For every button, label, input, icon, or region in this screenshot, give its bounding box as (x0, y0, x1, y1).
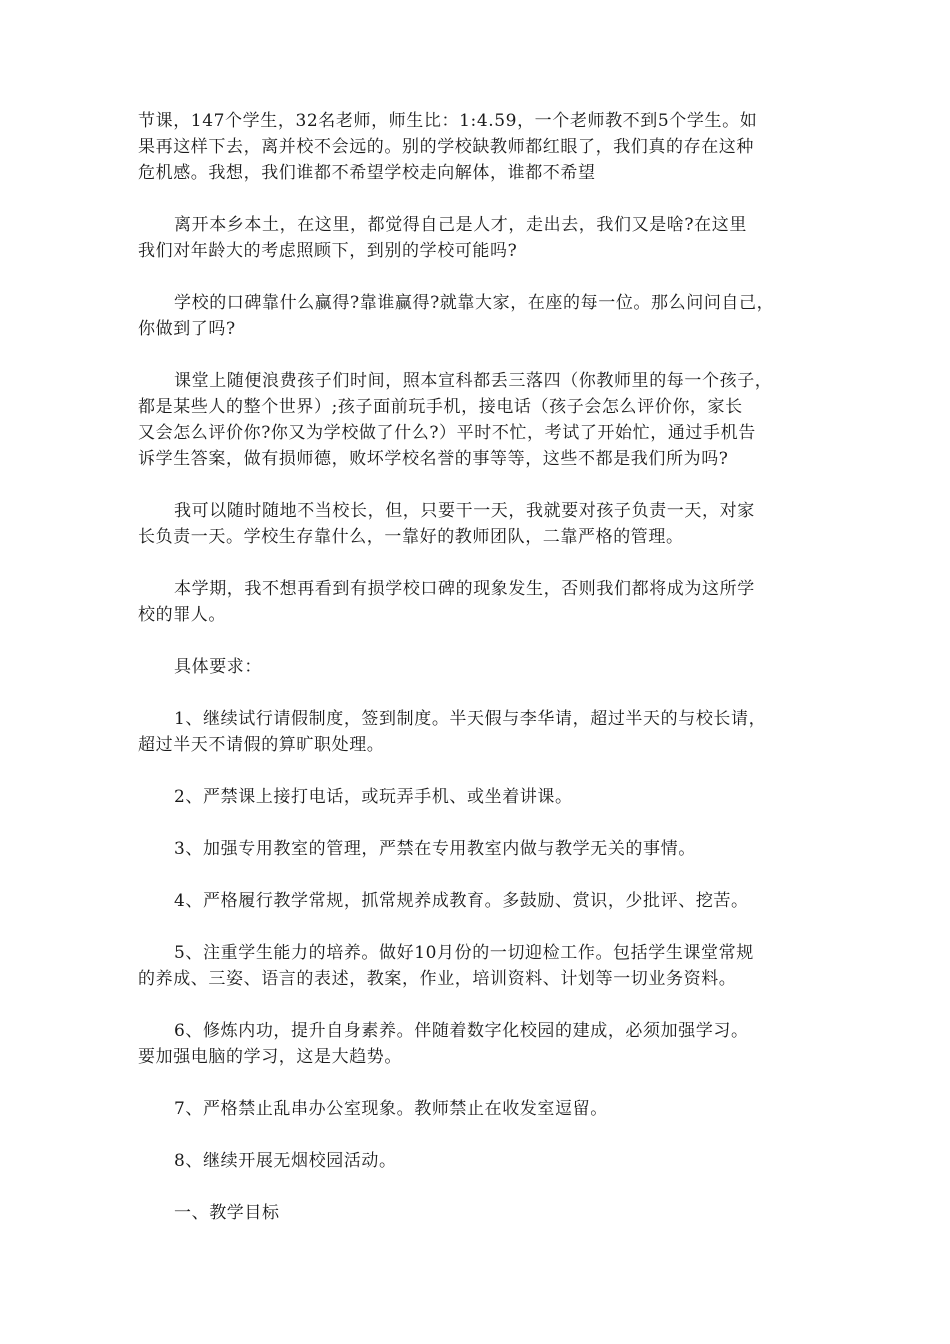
paragraph (138, 368, 814, 472)
paragraph-line: 长负责一天。学校生存靠什么，一靠好的教师团队，二靠严格的管理。 (138, 527, 684, 547)
paragraph-line: 3、加强专用教室的管理，严禁在专用教室内做与教学无关的事情。 (174, 839, 696, 859)
paragraph (138, 1200, 814, 1226)
paragraph-line: 4、严格履行教学常规，抓常规养成教育。多鼓励、赏识，少批评、挖苦。 (174, 891, 749, 911)
paragraph-line: 离开本乡本土，在这里，都觉得自己是人才，走出去，我们又是啥?在这里 (174, 215, 747, 235)
paragraph (138, 784, 814, 810)
paragraph-line: 我们对年龄大的考虑照顾下，到别的学校可能吗? (138, 241, 518, 261)
paragraph-line: 我可以随时随地不当校长，但，只要干一天，我就要对孩子负责一天，对家 (174, 501, 755, 521)
paragraph (138, 706, 814, 758)
paragraph (138, 498, 814, 550)
paragraph (138, 212, 814, 264)
paragraph-line: 7、严格禁止乱串办公室现象。教师禁止在收发室逗留。 (174, 1099, 608, 1119)
paragraph (138, 1096, 814, 1122)
paragraph-line: 课堂上随便浪费孩子们时间，照本宣科都丢三落四（你教师里的每一个孩子， (174, 371, 773, 391)
paragraph-line: 校的罪人。 (138, 605, 226, 625)
paragraph-line: 又会怎么评价你?你又为学校做了什么?）平时不忙，考试了开始忙，通过手机告 (138, 423, 756, 443)
paragraph (138, 108, 814, 186)
paragraph-line: 果再这样下去，离并校不会远的。别的学校缺教师都红眼了，我们真的存在这种 (138, 137, 754, 157)
paragraph-line: 危机感。我想，我们谁都不希望学校走向解体，谁都不希望 (138, 163, 596, 183)
paragraph (138, 654, 814, 680)
paragraph-line: 6、修炼内功，提升自身素养。伴随着数字化校园的建成，必须加强学习。 (174, 1021, 749, 1041)
paragraph-line: 1、继续试行请假制度，签到制度。半天假与李华请，超过半天的与校长请， (174, 709, 767, 729)
paragraph-line: 5、注重学生能力的培养。做好10月份的一切迎检工作。包括学生课堂常规 (174, 943, 754, 963)
paragraph (138, 888, 814, 914)
paragraph-line: 一、教学目标 (174, 1203, 280, 1223)
paragraph-line: 节课，147个学生，32名老师，师生比：1:4.59，一个老师教不到5个学生。如 (138, 111, 758, 131)
paragraph-line: 超过半天不请假的算旷职处理。 (138, 735, 385, 755)
paragraph-line: 学校的口碑靠什么赢得?靠谁赢得?就靠大家，在座的每一位。那么问问自己， (174, 293, 775, 313)
paragraph (138, 836, 814, 862)
document-page (138, 108, 814, 1252)
paragraph (138, 1018, 814, 1070)
paragraph-line: 你做到了吗? (138, 319, 236, 339)
paragraph-line: 2、严禁课上接打电话，或玩弄手机、或坐着讲课。 (174, 787, 573, 807)
paragraph-line: 要加强电脑的学习，这是大趋势。 (138, 1047, 402, 1067)
paragraph-line: 具体要求： (174, 657, 262, 677)
paragraph-line: 8、继续开展无烟校园活动。 (174, 1151, 397, 1171)
paragraph (138, 1148, 814, 1174)
paragraph (138, 290, 814, 342)
paragraph (138, 576, 814, 628)
paragraph-line: 都是某些人的整个世界）;孩子面前玩手机，接电话（孩子会怎么评价你，家长 (138, 397, 743, 417)
paragraph (138, 940, 814, 992)
paragraph-line: 本学期，我不想再看到有损学校口碑的现象发生，否则我们都将成为这所学 (174, 579, 755, 599)
paragraph-line: 诉学生答案，做有损师德，败坏学校名誉的事等等，这些不都是我们所为吗? (138, 449, 729, 469)
paragraph-line: 的养成、三姿、语言的表述，教案，作业，培训资料、计划等一切业务资料。 (138, 969, 737, 989)
